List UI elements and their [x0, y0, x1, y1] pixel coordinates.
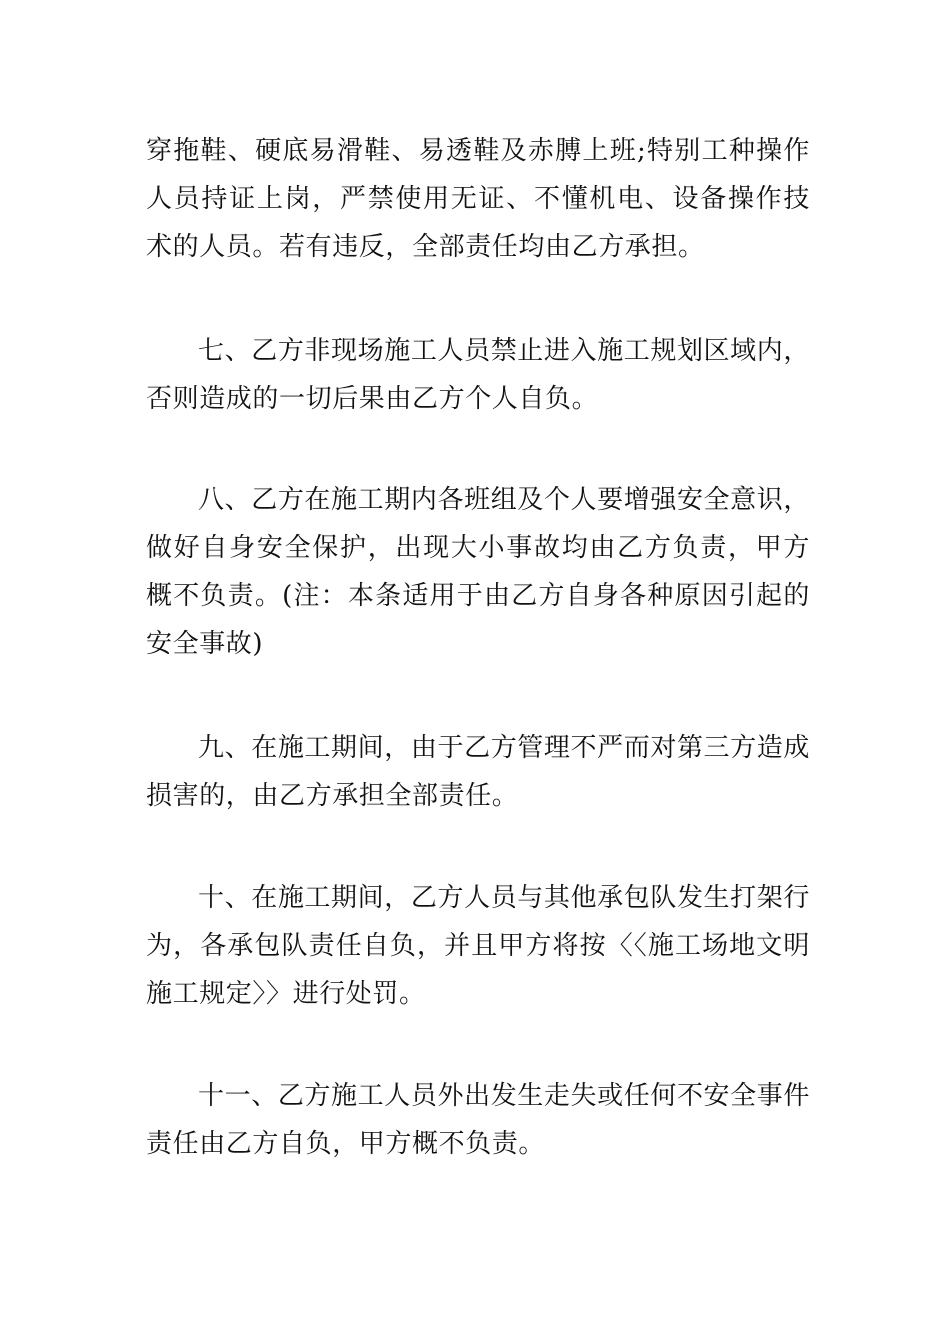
paragraph-clause-8: 八、乙方在施工期内各班组及个人要增强安全意识，做好自身安全保护，出现大小事故均由乙方负责，甲方概不负责。(注：本条适用于由乙方自身各种原因引起的安全事故) [146, 485, 810, 659]
paragraph-clause-7: 七、乙方非现场施工人员禁止进入施工规划区域内，否则造成的一切后果由乙方个人自负。 [146, 336, 810, 414]
paragraph-clause-9: 九、在施工期间，由于乙方管理不严而对第三方造成损害的，由乙方承担全部责任。 [146, 733, 810, 811]
paragraph-clause-10: 十、在施工期间，乙方人员与其他承包队发生打架行为，各承包队责任自负，并且甲方将按〈〈施工场地文明施工规定〉〉进行处罚。 [146, 883, 810, 1009]
paragraph-continuation: 穿拖鞋、硬底易滑鞋、易透鞋及赤膊上班;特别工种操作人员持证上岗，严禁使用无证、不懂机电、设备操作技术的人员。若有违反，全部责任均由乙方承担。 [146, 136, 810, 262]
paragraph-clause-11: 十一、乙方施工人员外出发生走失或任何不安全事件责任由乙方自负，甲方概不负责。 [146, 1081, 810, 1159]
